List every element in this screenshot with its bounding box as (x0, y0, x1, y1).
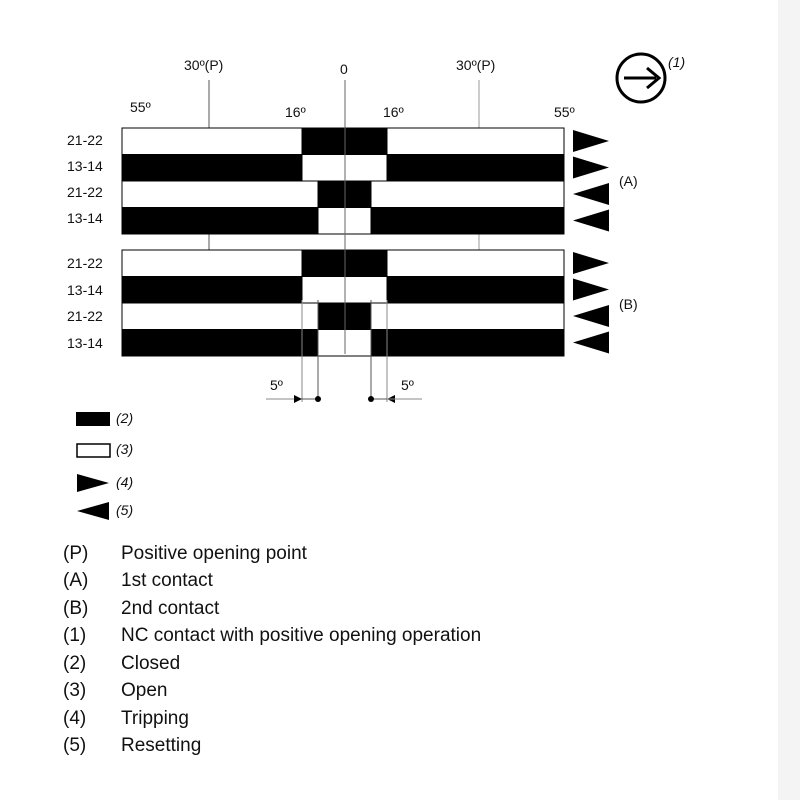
contact-bar-segment (122, 181, 318, 208)
group-tag-a: (A) (619, 173, 638, 189)
symbol-code-resetting: (5) (116, 502, 134, 518)
contact-bar-segment (371, 181, 564, 208)
page-margin-strip (778, 0, 800, 800)
resetting-arrow-icon (573, 210, 609, 232)
closed-symbol (76, 412, 110, 426)
legend-item (63, 705, 481, 733)
contact-bar-segment (122, 250, 302, 277)
row-label: 13-14 (67, 335, 103, 351)
legend-text: Positive opening point (121, 542, 307, 564)
resetting-arrow-icon (573, 305, 609, 327)
resetting-arrow-icon (573, 332, 609, 354)
angle-label-right-positive: 30º(P) (456, 57, 496, 73)
legend-item (63, 540, 481, 568)
legend-item (63, 568, 481, 596)
angle-label-left-outer: 55º (130, 99, 151, 115)
row-label: 13-14 (67, 282, 103, 298)
legend-code: (2) (63, 652, 87, 674)
legend-text: 1st contact (121, 570, 213, 592)
row-label: 13-14 (67, 210, 103, 226)
legend-text: Closed (121, 652, 181, 674)
resetting-symbol-icon (77, 502, 109, 520)
contact-bar-segment (122, 303, 318, 330)
open-symbol (77, 444, 110, 457)
contact-bar-segment (122, 330, 318, 357)
offset-label-right: 5º (401, 377, 414, 393)
tripping-arrow-icon (573, 252, 609, 274)
legend-list (63, 540, 481, 760)
group-tag-b: (B) (619, 296, 638, 312)
legend-text: Open (121, 680, 168, 702)
contact-bar-segment (387, 250, 564, 277)
contact-bar-segment (387, 277, 564, 304)
legend-code: (1) (63, 625, 87, 647)
legend-code: (A) (63, 570, 89, 592)
contact-bar-segment (371, 208, 564, 235)
contact-bar-segment (122, 208, 318, 235)
row-label: 21-22 (67, 184, 103, 200)
symbol-code-closed: (2) (116, 410, 134, 426)
contact-bar-segment (122, 155, 302, 182)
contact-bar-segment (387, 128, 564, 155)
legend-code: (4) (63, 707, 87, 729)
legend-text: NC contact with positive opening operation (121, 625, 482, 647)
offset-label-left: 5º (270, 377, 283, 393)
legend-item (63, 733, 481, 761)
legend-item (63, 595, 481, 623)
legend-item (63, 650, 481, 678)
symbol-code-tripping: (4) (116, 474, 134, 490)
legend-item (63, 678, 481, 706)
legend-text: Tripping (121, 707, 189, 729)
contact-bar-segment (122, 277, 302, 304)
angle-label-right-outer: 55º (554, 104, 575, 120)
contact-bars (122, 128, 609, 356)
contact-bar-segment (371, 303, 564, 330)
legend-text: 2nd contact (121, 597, 220, 619)
tripping-arrow-icon (573, 130, 609, 152)
contact-bar-segment (371, 330, 564, 357)
row-label: 21-22 (67, 132, 103, 148)
angle-label-left-inner: 16º (285, 104, 306, 120)
legend-code: (5) (63, 735, 87, 757)
direction-note: (1) (668, 54, 686, 70)
contact-bar-segment (387, 155, 564, 182)
row-label: 21-22 (67, 308, 103, 324)
angle-label-zero: 0 (340, 61, 348, 77)
angle-label-right-inner: 16º (383, 104, 404, 120)
legend-code: (B) (63, 597, 89, 619)
symbol-key (76, 412, 110, 520)
tripping-arrow-icon (573, 157, 609, 179)
legend-code: (3) (63, 680, 87, 702)
resetting-arrow-icon (573, 183, 609, 205)
symbol-code-open: (3) (116, 441, 134, 457)
legend-item (63, 623, 481, 651)
contact-bar-segment (122, 128, 302, 155)
legend-code: (P) (63, 542, 89, 564)
tripping-symbol-icon (77, 474, 109, 492)
row-label: 13-14 (67, 158, 103, 174)
direction-arrow-icon (617, 54, 665, 102)
row-label: 21-22 (67, 255, 103, 271)
angle-label-left-positive: 30º(P) (184, 57, 224, 73)
tripping-arrow-icon (573, 279, 609, 301)
legend-text: Resetting (121, 735, 202, 757)
